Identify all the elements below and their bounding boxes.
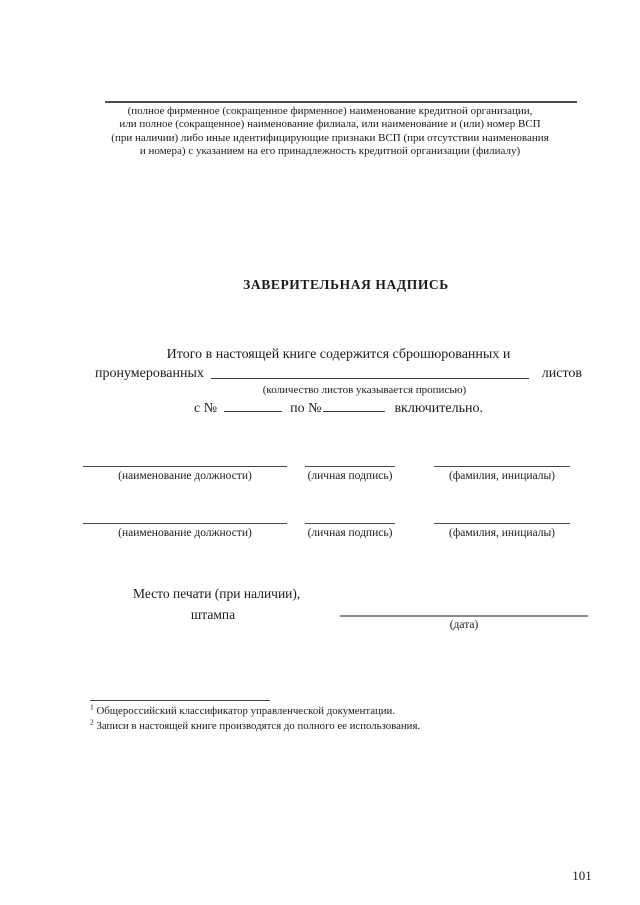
signature-field xyxy=(305,466,395,483)
page-title: ЗАВЕРИТЕЛЬНАЯ НАДПИСЬ xyxy=(243,277,449,292)
sheet-count-line xyxy=(95,365,582,384)
position-field xyxy=(83,523,287,540)
range-from-label: с № xyxy=(194,400,218,416)
page-number: 101 xyxy=(572,868,592,883)
signature-field xyxy=(305,523,395,540)
header-note xyxy=(70,105,590,159)
sheet-count-suffix: листов xyxy=(541,365,582,381)
header-note-line: и номера) с указанием на его принадлежность кредитной организации (филиалу) xyxy=(139,145,521,158)
footnotes xyxy=(90,700,570,733)
range-line xyxy=(95,400,582,419)
footnote xyxy=(90,716,570,734)
footnote-marker: 1 xyxy=(90,702,94,712)
name-field xyxy=(434,466,570,483)
totals-text-line: Итого в настоящей книге содержится сброшюрованных и xyxy=(166,347,511,362)
stamp-note-line: штампа xyxy=(190,607,236,622)
header-note-line: (при наличии) либо иные идентифицирующие признаки ВСП (при отсутствии наименования xyxy=(111,131,549,144)
from-number-blank-line xyxy=(224,411,282,412)
signature-row xyxy=(83,523,570,540)
stamp-note-line: Место печати (при наличии), xyxy=(133,586,301,601)
footnote-text: Общероссийский классификатор управленческой документации. xyxy=(96,705,396,717)
name-rule-line xyxy=(105,101,577,103)
sheet-count-prefix: пронумерованных xyxy=(95,365,204,381)
signature-label: (личная подпись) xyxy=(307,527,393,539)
position-label: (наименование должности) xyxy=(118,527,252,539)
footnote-separator-line xyxy=(90,700,270,701)
totals-paragraph xyxy=(95,346,582,418)
name-label: (фамилия, инициалы) xyxy=(448,527,556,539)
count-caption: (количество листов указывается прописью) xyxy=(262,383,467,396)
signature-row xyxy=(83,466,570,483)
to-number-blank-line xyxy=(323,411,385,412)
range-to-label: по № xyxy=(290,400,322,416)
position-field xyxy=(83,466,287,483)
name-label: (фамилия, инициалы) xyxy=(448,470,556,482)
stamp-note xyxy=(133,583,300,625)
footnote-text: Записи в настоящей книге производятся до полного ее использования. xyxy=(96,719,421,732)
header-note-line: (полное фирменное (сокращенное фирменное) наименование кредитной организации, xyxy=(127,105,533,117)
range-suffix-label: включительно. xyxy=(394,400,483,416)
sheet-count-blank-line xyxy=(211,377,529,379)
date-field xyxy=(340,615,588,631)
header-note-line: или полное (сокращенное) наименование филиала, или наименование и (или) номер ВСП xyxy=(119,118,541,131)
footnote-marker: 2 xyxy=(90,716,94,726)
signature-label: (личная подпись) xyxy=(307,470,393,482)
name-field xyxy=(434,523,570,540)
date-label: (дата) xyxy=(449,619,479,631)
footnote xyxy=(90,704,570,719)
position-label: (наименование должности) xyxy=(118,470,252,482)
